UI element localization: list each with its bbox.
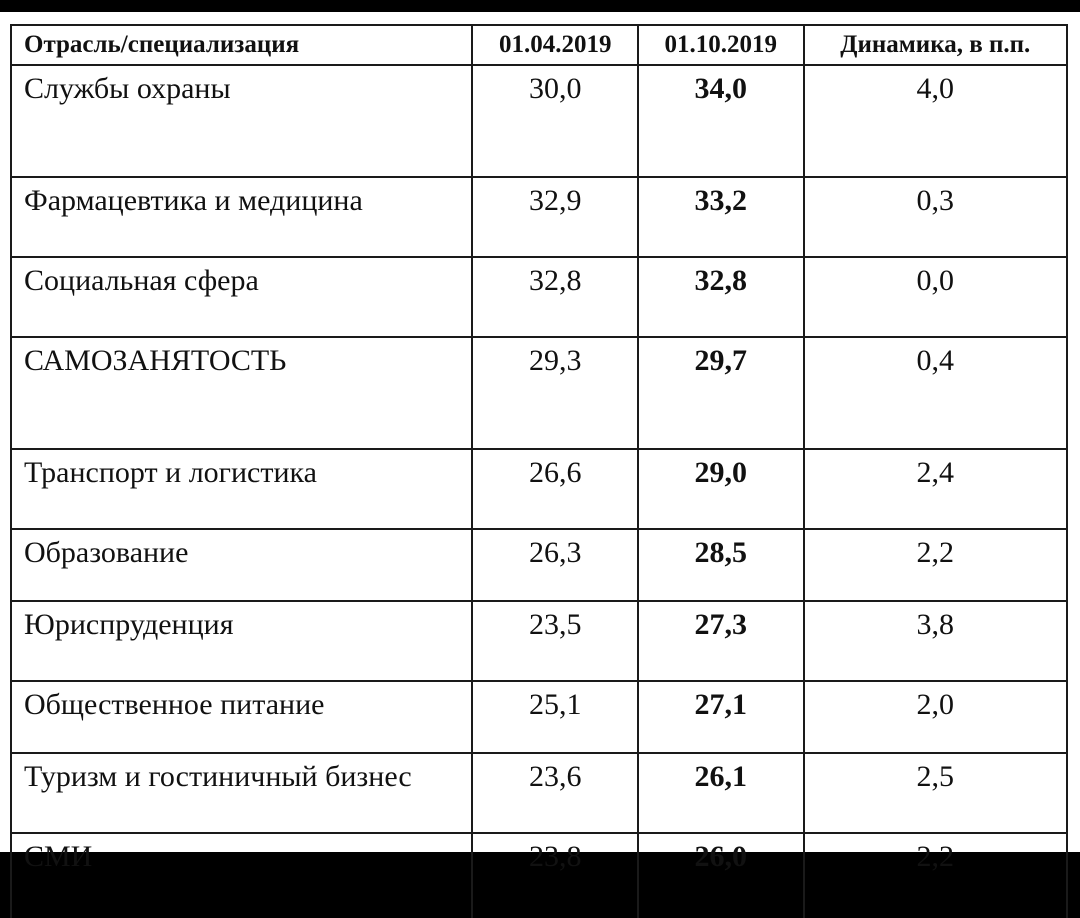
- table-row: [11, 177, 1067, 257]
- cell-industry: Социальная сфера: [11, 257, 472, 337]
- cell-date-2: 27,3: [638, 601, 804, 681]
- cell-dynamics: 2,5: [804, 753, 1067, 833]
- cell-date-1: 30,0: [472, 65, 638, 177]
- table-row: [11, 449, 1067, 529]
- cell-date-1: 23,6: [472, 753, 638, 833]
- cell-date-2: 33,2: [638, 177, 804, 257]
- table-row: [11, 753, 1067, 833]
- cell-date-2: 32,8: [638, 257, 804, 337]
- cell-date-2: 26,0: [638, 833, 804, 918]
- cell-industry: Общественное питание: [11, 681, 472, 753]
- cell-date-1: 32,8: [472, 257, 638, 337]
- cell-dynamics: 2,2: [804, 529, 1067, 601]
- cell-dynamics: 3,8: [804, 601, 1067, 681]
- cell-dynamics: 0,4: [804, 337, 1067, 449]
- table-row: [11, 833, 1067, 918]
- cell-date-1: 23,5: [472, 601, 638, 681]
- cell-date-2: 34,0: [638, 65, 804, 177]
- cell-date-1: 26,6: [472, 449, 638, 529]
- cell-date-1: 25,1: [472, 681, 638, 753]
- cell-industry: САМОЗАНЯТОСТЬ: [11, 337, 472, 449]
- cell-industry: Службы охраны: [11, 65, 472, 177]
- cell-date-1: 29,3: [472, 337, 638, 449]
- cell-date-2: 28,5: [638, 529, 804, 601]
- cell-date-2: 29,7: [638, 337, 804, 449]
- cell-dynamics: 4,0: [804, 65, 1067, 177]
- cell-industry: Туризм и гостиничный бизнес: [11, 753, 472, 833]
- header-date-2: 01.10.2019: [638, 25, 804, 65]
- industry-dynamics-table: [10, 24, 1068, 918]
- table-header-row: [11, 25, 1067, 65]
- table-row: [11, 65, 1067, 177]
- table-row: [11, 337, 1067, 449]
- cell-date-1: 26,3: [472, 529, 638, 601]
- cell-industry: Образование: [11, 529, 472, 601]
- table-row: [11, 529, 1067, 601]
- cell-dynamics: 2,0: [804, 681, 1067, 753]
- header-industry: Отрасль/специализация: [11, 25, 472, 65]
- cell-date-1: 23,8: [472, 833, 638, 918]
- cell-industry: Транспорт и логистика: [11, 449, 472, 529]
- cell-dynamics: 2,2: [804, 833, 1067, 918]
- cell-industry: СМИ: [11, 833, 472, 918]
- cell-date-1: 32,9: [472, 177, 638, 257]
- table-row: [11, 257, 1067, 337]
- cell-date-2: 26,1: [638, 753, 804, 833]
- header-date-1: 01.04.2019: [472, 25, 638, 65]
- document-page: [0, 12, 1080, 873]
- table-row: [11, 681, 1067, 753]
- cell-dynamics: 0,0: [804, 257, 1067, 337]
- cell-date-2: 27,1: [638, 681, 804, 753]
- header-dynamics: Динамика, в п.п.: [804, 25, 1067, 65]
- cell-dynamics: 2,4: [804, 449, 1067, 529]
- table-row: [11, 601, 1067, 681]
- cell-industry: Юриспруденция: [11, 601, 472, 681]
- cell-date-2: 29,0: [638, 449, 804, 529]
- cell-dynamics: 0,3: [804, 177, 1067, 257]
- cell-industry: Фармацевтика и медицина: [11, 177, 472, 257]
